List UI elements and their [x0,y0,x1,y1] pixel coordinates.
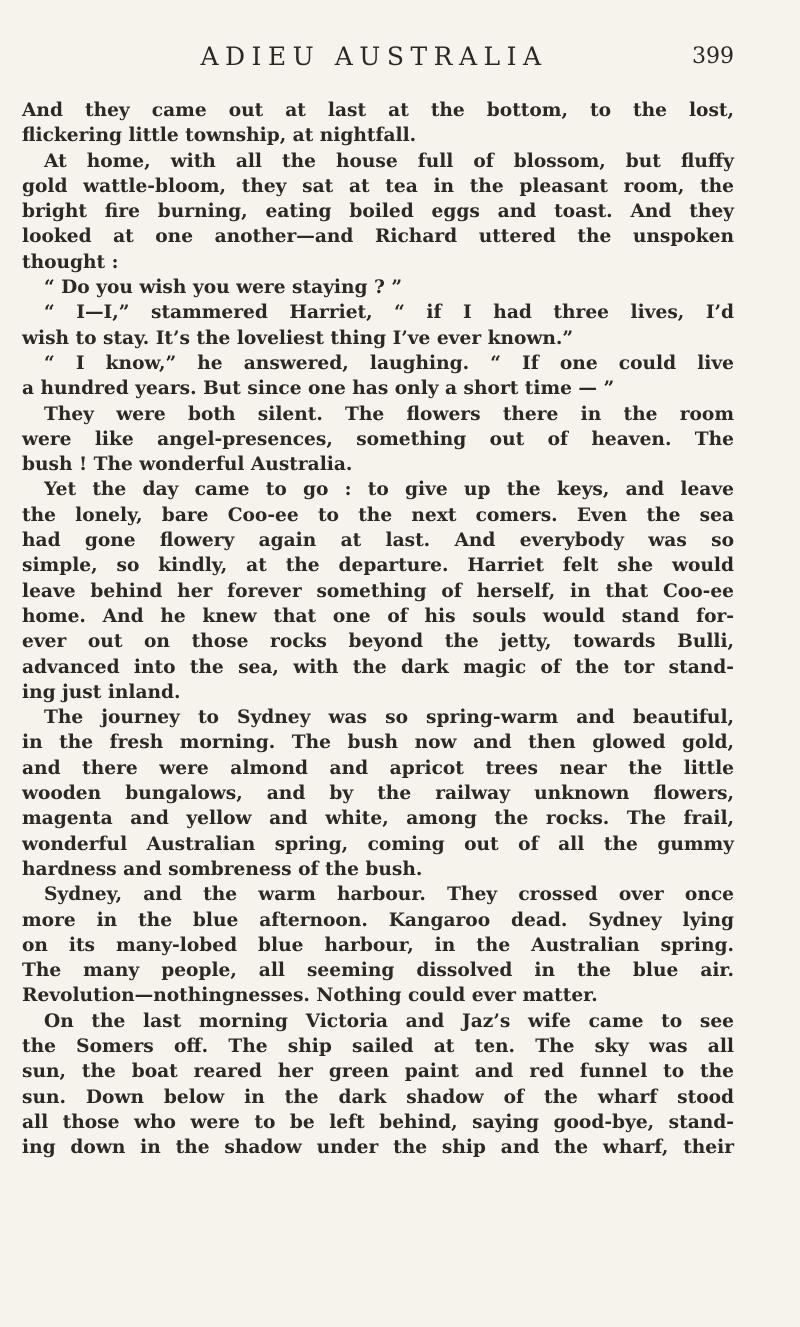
text-line: magenta and yellow and white, among the rocks. The frail, [22,808,734,830]
text-line: Revolution—nothingnesses. Nothing could ever matter. [22,985,598,1007]
text-line: wooden bungalows, and by the railway unknown flowers, [22,783,734,805]
text-line: At home, with all the house full of blossom, but fluffy [44,150,734,172]
text-line: ing down in the shadow under the ship and the wharf, their [22,1137,734,1159]
body-text [22,98,734,1160]
text-line: all those who were to be left behind, saying good-bye, stand- [22,1111,734,1133]
text-line: “ Do you wish you were staying ? ” [44,277,403,299]
text-line: thought : [22,251,119,273]
text-line: more in the blue afternoon. Kangaroo dead. Sydney lying [22,909,734,931]
text-line: bush ! The wonderful Australia. [22,454,353,476]
text-line: “ I—I,” stammered Harriet, “ if I had three lives, I’d [44,302,734,324]
text-line: simple, so kindly, at the departure. Harriet felt she would [22,555,734,577]
text-line: sun. Down below in the dark shadow of the wharf stood [22,1086,734,1108]
text-line: the Somers off. The ship sailed at ten. The sky was all [22,1035,734,1057]
text-line: sun, the boat reared her green paint and red funnel to the [22,1061,734,1083]
text-line: bright fire burning, eating boiled eggs and toast. And they [22,201,734,223]
page-number: 399 [692,44,734,69]
text-line: in the fresh morning. The bush now and then glowed gold, [22,732,734,754]
text-line: gold wattle-bloom, they sat at tea in the pleasant room, the [22,175,734,197]
text-line: On the last morning Victoria and Jaz’s wife came to see [44,1010,734,1032]
text-line: They were both silent. The flowers there in the room [44,403,734,425]
text-line: wonderful Australian spring, coming out of all the gummy [22,833,734,855]
text-line: advanced into the sea, with the dark magic of the tor stand- [22,656,734,678]
text-line: on its many-lobed blue harbour, in the Australian spring. [22,934,734,956]
text-line: and there were almond and apricot trees near the little [22,757,734,779]
text-line: leave behind her forever something of herself, in that Coo-ee [22,580,734,602]
text-line: The many people, all seeming dissolved in the blue air. [22,960,734,982]
text-line: And they came out at last at the bottom, to the lost, [22,100,734,121]
text-line: ing just inland. [22,681,181,703]
text-line: were like angel-presences, something out of heaven. The [22,428,734,450]
text-line: Yet the day came to go : to give up the keys, and leave [44,479,734,501]
text-line: “ I know,” he answered, laughing. “ If one could live [44,352,734,374]
text-line: hardness and sombreness of the bush. [22,858,423,880]
running-header [0,42,800,82]
text-line: ever out on those rocks beyond the jetty, towards Bulli, [22,631,734,653]
text-line: the lonely, bare Coo-ee to the next comers. Even the sea [22,504,734,526]
text-line: The journey to Sydney was so spring-warm and beautiful, [44,707,734,729]
text-line: had gone flowery again at last. And everybody was so [22,530,734,552]
running-title: ADIEU AUSTRALIA [200,42,548,71]
text-line: flickering little township, at nightfall. [22,125,417,147]
text-line: looked at one another—and Richard uttered the unspoken [22,226,734,248]
text-line: a hundred years. But since one has only a short time — ” [22,378,615,400]
text-line: wish to stay. It’s the loveliest thing I’ve ever known.” [22,327,574,349]
text-line: home. And he knew that one of his souls would stand for- [22,605,734,627]
text-line: Sydney, and the warm harbour. They crossed over once [44,884,734,906]
